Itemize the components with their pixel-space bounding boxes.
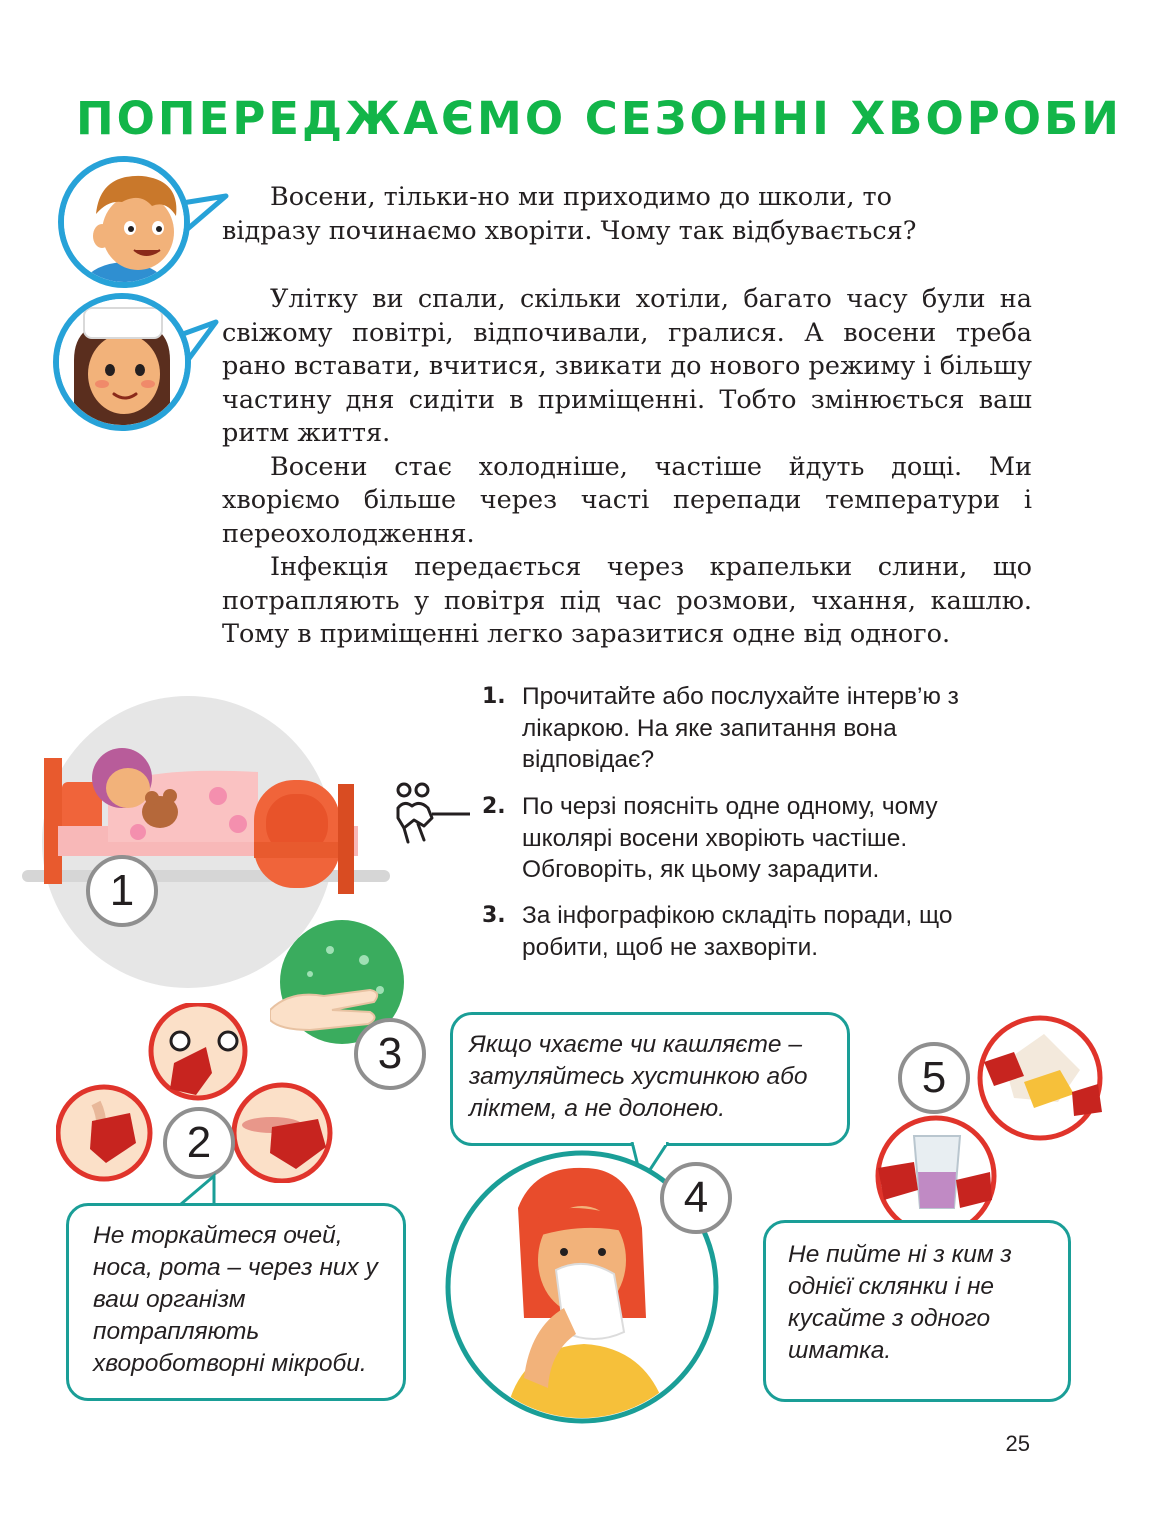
pair-work-icon	[394, 778, 474, 848]
answer-text	[222, 283, 1032, 652]
shared-food-illustration	[874, 1012, 1106, 1226]
task-3-number: 3.	[482, 903, 506, 928]
tip-4-bubble	[450, 1012, 850, 1146]
answer-paragraph-3: Інфекція передається через крапельки слини, що потрапляють у повітря під час розмови, чхання, кашлю. Тому в приміщенні легко заразитися одне від одного.	[222, 552, 1032, 649]
page-title: ПОПЕРЕДЖАЄМО СЕЗОННІ ХВОРОБИ	[76, 92, 1122, 145]
task-2-number: 2.	[482, 794, 506, 819]
answer-paragraph-1: Улітку ви спали, скільки хотіли, багато часу були на свіжому повітрі, відпочивали, гралися. А восени треба рано вставати, вчитися, звикати до нового режиму і більшу частину дня сидіти в приміщенні. Тобто змінюється ваш ритм життя.	[222, 284, 1032, 448]
task-3-text: За інфографікою складіть поради, що робити, щоб не захворіти.	[522, 902, 953, 961]
question-line-2: відразу починаємо хворіти. Чому так відбувається?	[222, 215, 917, 246]
tip-2-text: Не торкайтеся очей, носа, рота – через них у ваш організм потрапляють хвороботворні мікроби.	[93, 1222, 378, 1377]
task-1-number: 1.	[482, 684, 506, 709]
task-1-text: Прочитайте або послухайте інтерв’ю з лікаркою. На яке запитання вона відповідає?	[522, 683, 959, 773]
question-line-1: Восени, тільки-но ми приходимо до школи, то	[270, 182, 893, 212]
task-3	[482, 900, 1042, 963]
task-2-text: По черзі поясніть одне одному, чому школярі восени хворіють частіше. Обговоріть, як цьому зарадити.	[522, 793, 938, 883]
step-number-5: 5	[898, 1042, 970, 1114]
step-number-3: 3	[354, 1018, 426, 1090]
task-2	[482, 791, 1042, 886]
tip-4-text: Якщо чхаєте чи кашляєте – затуляйтесь хустинкою або ліктем, а не долонею.	[469, 1031, 808, 1122]
tip-2-bubble	[66, 1203, 406, 1401]
step-number-1: 1	[86, 855, 158, 927]
answer-paragraph-2: Восени стає холодніше, частіше йдуть дощі. Ми хворіємо більше через часті перепади температури і переохолодження.	[222, 451, 1032, 549]
page-number: 25	[1005, 1431, 1030, 1456]
tip-5-bubble	[763, 1220, 1071, 1402]
step-number-2: 2	[163, 1107, 235, 1179]
doctor-avatar-icon	[44, 290, 220, 436]
step-number-4: 4	[660, 1162, 732, 1234]
boy-avatar-icon	[56, 154, 232, 294]
task-list	[482, 681, 1042, 971]
task-1	[482, 681, 1042, 776]
tip-5-text: Не пийте ні з ким з однієї склянки і не кусайте з одного шматка.	[788, 1241, 1012, 1364]
question-text	[222, 181, 1032, 248]
